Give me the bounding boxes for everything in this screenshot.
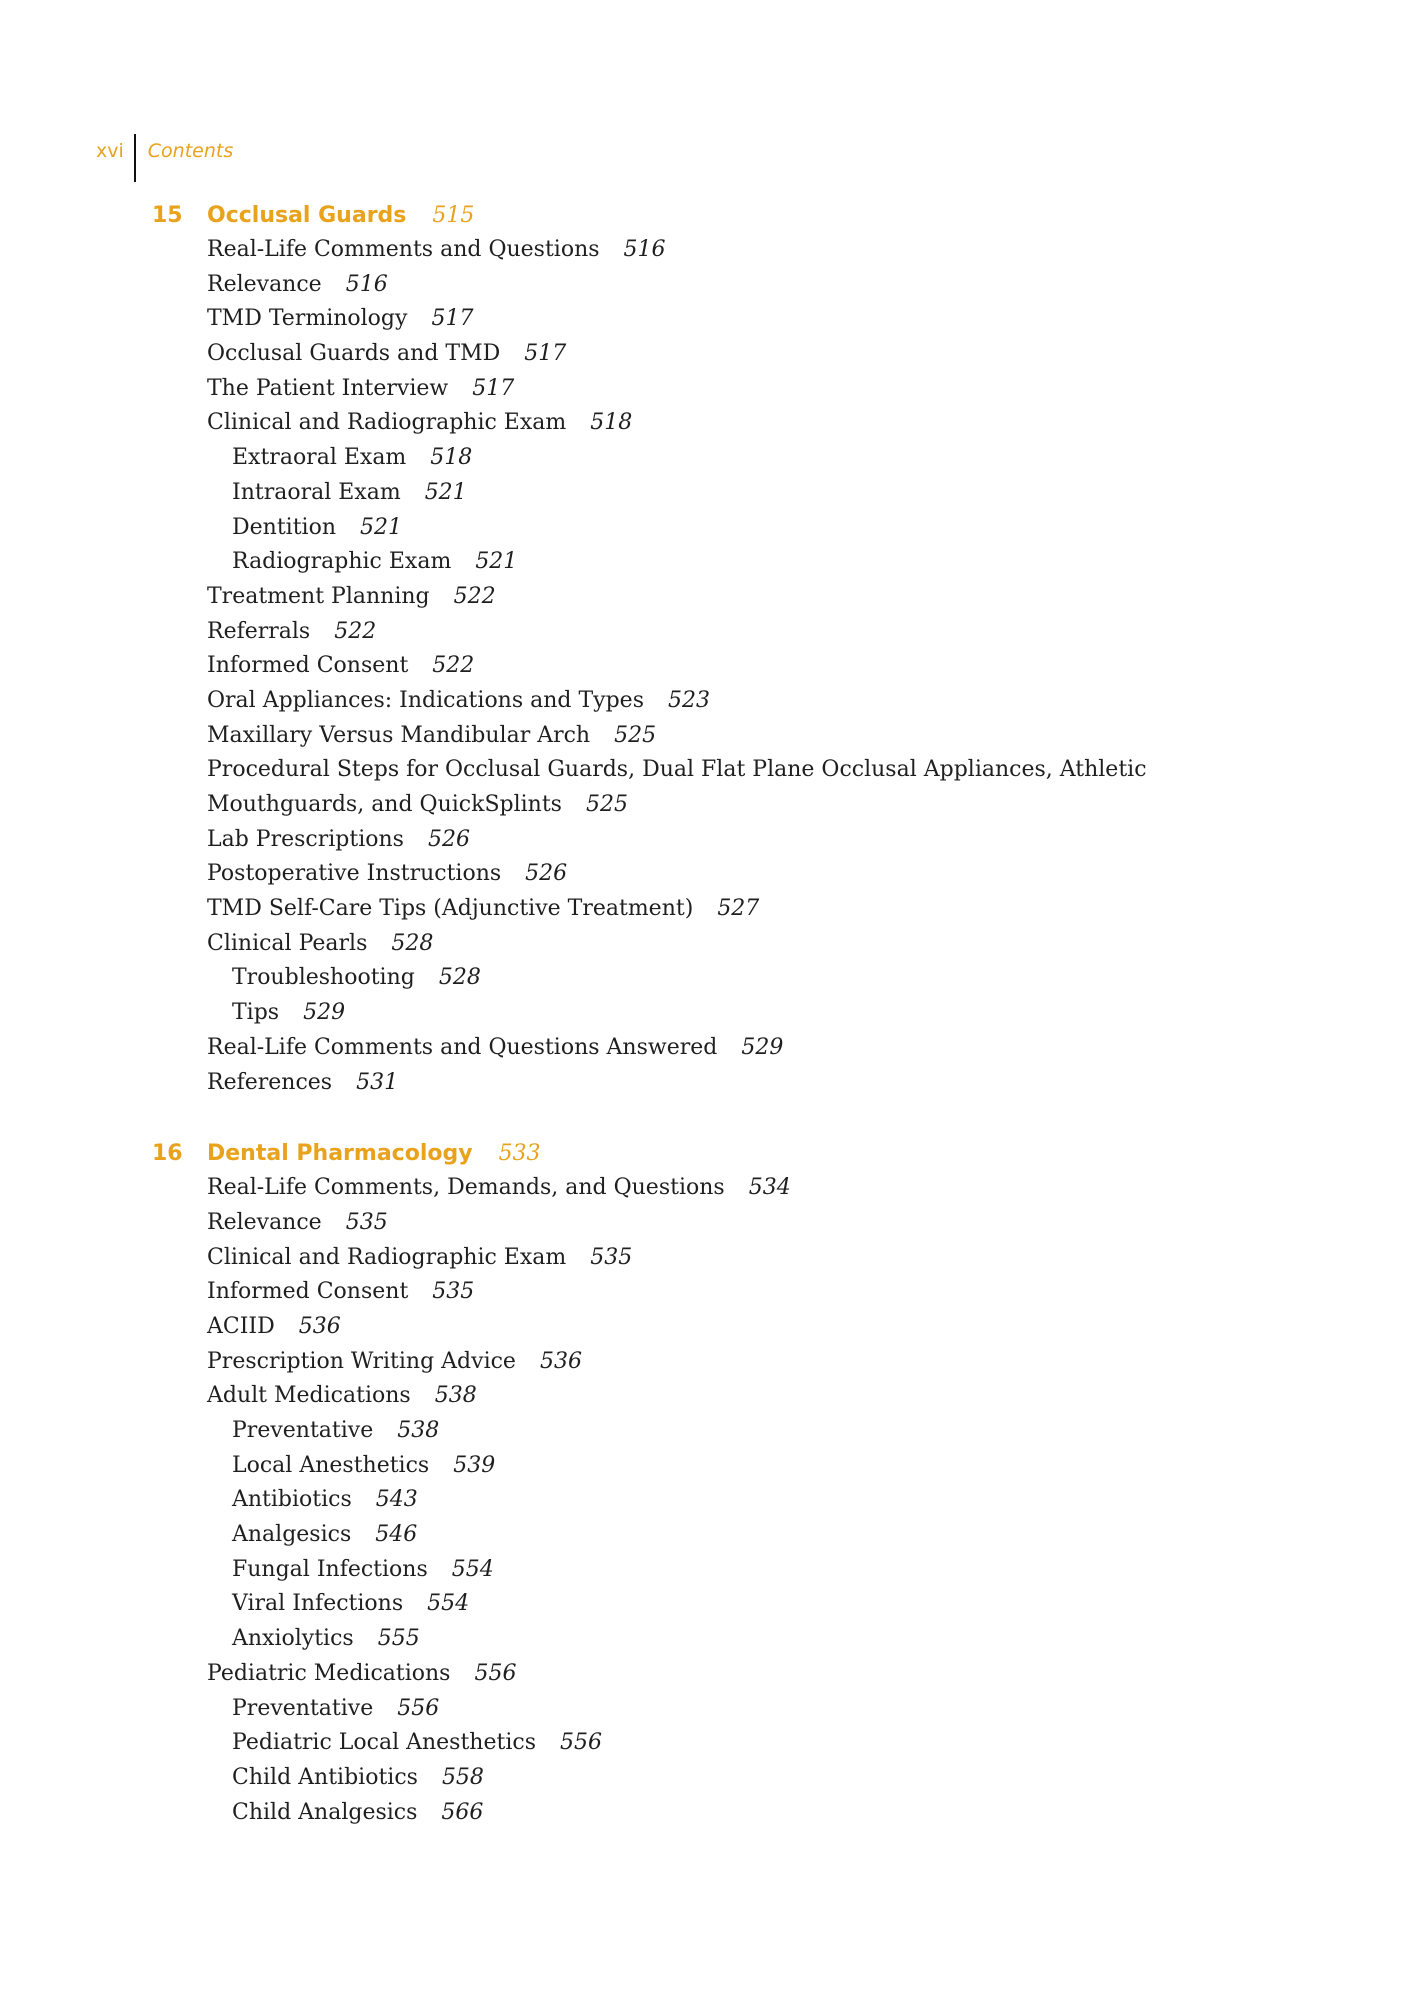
entry-title: Lab Prescriptions (207, 826, 404, 852)
toc-entry[interactable] (207, 1379, 1402, 1414)
toc-entry[interactable] (207, 1171, 1402, 1206)
toc-entry[interactable] (207, 823, 1402, 858)
toc-entry[interactable] (207, 372, 1402, 407)
entry-title: Extraoral Exam (232, 445, 407, 471)
entry-page-number: 558 (441, 1764, 484, 1790)
toc-entry[interactable] (207, 927, 1402, 962)
entry-page-number: 535 (432, 1279, 475, 1305)
entry-title: Referrals (207, 618, 311, 644)
entry-page-number: 522 (453, 583, 496, 609)
toc-entry[interactable] (207, 1066, 1402, 1101)
entry-title: ACIID (207, 1313, 275, 1339)
entry-title: The Patient Interview (207, 375, 449, 401)
entry-title: Clinical and Radiographic Exam (207, 1244, 567, 1270)
entry-page-number: 522 (432, 653, 475, 679)
running-header (96, 134, 233, 182)
entry-page-number: 531 (356, 1069, 399, 1095)
toc-entry[interactable] (207, 302, 1402, 337)
entry-page-number: 546 (375, 1522, 418, 1548)
entry-title: Analgesics (232, 1522, 352, 1548)
chapter-page-number: 533 (498, 1141, 541, 1167)
entry-page-number: 529 (741, 1034, 784, 1060)
toc-entry[interactable] (207, 1275, 1402, 1310)
entry-page-number: 525 (585, 792, 628, 818)
toc-entry[interactable] (207, 1345, 1402, 1380)
entry-title: Viral Infections (232, 1591, 404, 1617)
toc-subentry[interactable] (232, 1414, 1402, 1449)
toc-entry[interactable] (207, 1206, 1402, 1241)
entry-title: References (207, 1069, 333, 1095)
entry-page-number: 522 (334, 618, 377, 644)
entry-title: Clinical Pearls (207, 930, 368, 956)
toc-entry[interactable] (207, 1031, 1402, 1066)
toc-chapter (0, 198, 1402, 1100)
entry-page-number: 516 (623, 237, 666, 262)
toc-subentry[interactable] (232, 1726, 1402, 1761)
toc-entry[interactable] (207, 337, 1402, 372)
toc-entry[interactable] (207, 649, 1402, 684)
toc-entry[interactable] (207, 1657, 1402, 1692)
entry-title: Real-Life Comments and Questions (207, 237, 600, 262)
entry-page-number: 555 (377, 1626, 420, 1652)
entry-title: Postoperative Instructions (207, 861, 502, 887)
toc-entry[interactable] (207, 406, 1402, 441)
entry-page-number: 518 (430, 445, 473, 471)
entry-title: Local Anesthetics (232, 1452, 430, 1478)
entry-page-number: 554 (427, 1591, 470, 1617)
entry-title: Relevance (207, 1209, 322, 1235)
entry-title: Procedural Steps for Occlusal Guards, Dual Flat Plane Occlusal Appliances, Athletic Mouthguards, and QuickSplints (207, 757, 1147, 818)
entry-page-number: 526 (525, 861, 568, 887)
entry-page-number: 556 (397, 1695, 440, 1721)
entry-page-number: 556 (559, 1730, 602, 1756)
entry-title: Dentition (232, 514, 336, 540)
entry-title: Maxillary Versus Mandibular Arch (207, 722, 591, 748)
entry-title: Child Analgesics (232, 1799, 418, 1825)
entry-page-number: 525 (614, 722, 657, 748)
entry-page-number: 543 (375, 1487, 418, 1513)
entry-title: Relevance (207, 271, 322, 297)
toc-entry[interactable] (207, 580, 1402, 615)
entry-title: Treatment Planning (207, 583, 430, 609)
entry-title: TMD Terminology (207, 306, 408, 332)
entry-title: Anxiolytics (232, 1626, 354, 1652)
toc-entry[interactable] (207, 684, 1402, 719)
entry-page-number: 528 (438, 965, 481, 991)
page-number: xvi (96, 140, 124, 162)
chapter-page-number: 515 (432, 203, 475, 228)
entry-page-number: 517 (524, 341, 567, 367)
entry-title: Pediatric Local Anesthetics (232, 1730, 536, 1756)
entry-title: Antibiotics (232, 1487, 352, 1513)
toc-chapter (0, 1136, 1402, 1830)
toc-subentry[interactable] (232, 1761, 1402, 1796)
entry-title: Oral Appliances: Indications and Types (207, 687, 644, 713)
entry-page-number: 566 (441, 1799, 484, 1825)
running-title: Contents (147, 140, 234, 162)
toc-subentry[interactable] (232, 1796, 1402, 1831)
entry-title: Occlusal Guards and TMD (207, 341, 501, 367)
entry-page-number: 529 (303, 1000, 346, 1026)
entry-page-number: 535 (345, 1209, 388, 1235)
entry-page-number: 527 (717, 896, 760, 922)
entry-title: Tips (232, 1000, 280, 1026)
entry-page-number: 517 (431, 306, 474, 332)
toc-entry[interactable] (207, 753, 1147, 822)
entry-title: Real-Life Comments, Demands, and Questions (207, 1175, 725, 1201)
toc-subentry[interactable] (232, 1622, 1402, 1657)
entry-title: Intraoral Exam (232, 479, 401, 505)
entry-title: Prescription Writing Advice (207, 1348, 516, 1374)
toc-entry[interactable] (207, 1310, 1402, 1345)
toc-entry[interactable] (207, 615, 1402, 650)
toc-subentry[interactable] (232, 545, 1402, 580)
entry-title: Preventative (232, 1418, 374, 1444)
entry-page-number: 554 (451, 1556, 494, 1582)
entry-title: Adult Medications (207, 1383, 411, 1409)
entry-title: Fungal Infections (232, 1556, 428, 1582)
chapter-title: Occlusal Guards (207, 203, 407, 228)
toc-subentry[interactable] (232, 511, 1402, 546)
entry-title: Troubleshooting (232, 965, 415, 991)
toc-subentry[interactable] (232, 1518, 1402, 1553)
chapter-title: Dental Pharmacology (207, 1141, 473, 1167)
entry-title: Real-Life Comments and Questions Answered (207, 1034, 718, 1060)
entry-title: Radiographic Exam (232, 549, 452, 575)
chapter-number: 16 (152, 1141, 183, 1167)
entry-title: Informed Consent (207, 653, 409, 679)
chapter-number: 15 (152, 203, 183, 228)
toc-subentry[interactable] (232, 1692, 1402, 1727)
entry-page-number: 538 (434, 1383, 477, 1409)
toc-entry[interactable] (207, 1241, 1402, 1276)
toc-subentry[interactable] (232, 476, 1402, 511)
entry-page-number: 536 (539, 1348, 582, 1374)
entry-page-number: 521 (475, 549, 518, 575)
entry-title: Informed Consent (207, 1279, 409, 1305)
entry-page-number: 517 (472, 375, 515, 401)
toc-subentry[interactable] (232, 1483, 1402, 1518)
chapter-heading[interactable] (0, 198, 1402, 233)
entry-page-number: 518 (590, 410, 633, 436)
toc-subentry[interactable] (232, 1449, 1402, 1484)
entry-page-number: 521 (424, 479, 467, 505)
entry-page-number: 538 (397, 1418, 440, 1444)
toc-entry[interactable] (207, 857, 1402, 892)
entry-page-number: 516 (345, 271, 388, 297)
entry-title: Child Antibiotics (232, 1764, 418, 1790)
toc-subentry[interactable] (232, 1553, 1402, 1588)
toc-subentry[interactable] (232, 961, 1402, 996)
toc-entry[interactable] (207, 719, 1402, 754)
toc-entry[interactable] (207, 268, 1402, 303)
entry-title: Pediatric Medications (207, 1660, 451, 1686)
toc-entry[interactable] (207, 892, 1402, 927)
entry-page-number: 556 (474, 1660, 517, 1686)
toc-entry[interactable] (207, 233, 1402, 268)
entry-title: Preventative (232, 1695, 374, 1721)
entry-page-number: 535 (590, 1244, 633, 1270)
entry-page-number: 534 (748, 1175, 791, 1201)
entry-page-number: 521 (360, 514, 402, 540)
entry-title: TMD Self-Care Tips (Adjunctive Treatment) (207, 896, 694, 922)
toc-subentry[interactable] (232, 441, 1402, 476)
entry-page-number: 523 (668, 687, 710, 713)
toc-subentry[interactable] (232, 1587, 1402, 1622)
entry-title: Clinical and Radiographic Exam (207, 410, 567, 436)
toc-subentry[interactable] (232, 996, 1402, 1031)
table-of-contents (0, 198, 1402, 1866)
chapter-heading[interactable] (0, 1136, 1402, 1171)
entry-page-number: 536 (298, 1313, 341, 1339)
entry-page-number: 539 (453, 1452, 496, 1478)
entry-page-number: 526 (427, 826, 470, 852)
entry-page-number: 528 (391, 930, 434, 956)
